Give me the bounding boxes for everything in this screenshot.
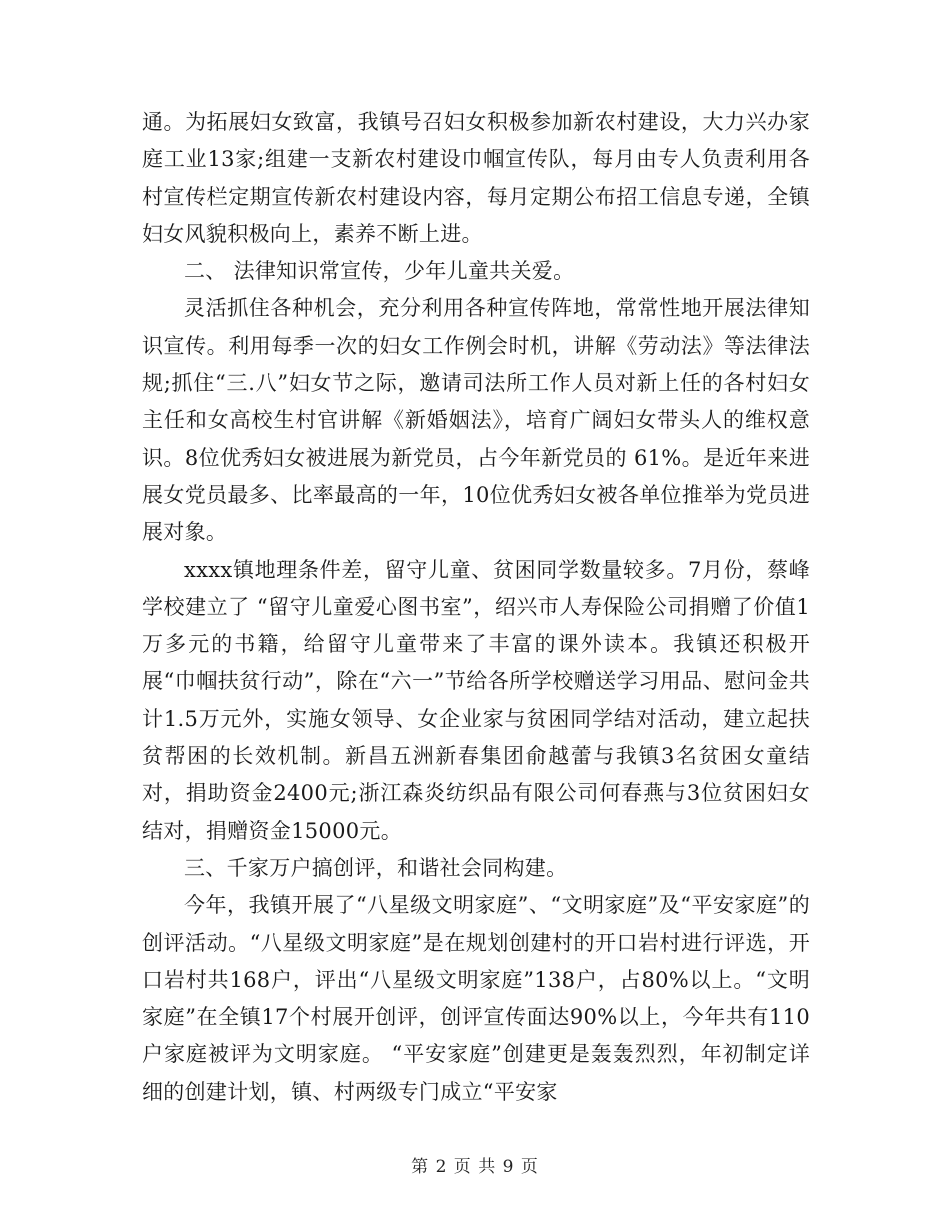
paragraph-family-evaluation: 今年，我镇开展了“八星级文明家庭”、“文明家庭”及“平安家庭”的创评活动。“八星级文明家庭”是在规划创建村的开口岩村进行评选，开口岩村共168户，评出“八星级文明家庭”138户，占80%以上。“文明家庭”在全镇17个村展开创评，创评宣传面达90%以上，今年共有110户家庭被评为文明家庭。 “平安家庭”创建更是轰轰烈烈，年初制定详细的创建计划，镇、村两级专门成立“平安家 [142, 893, 810, 1104]
paragraph-legal-education: 灵活抓住各种机会，充分利用各种宣传阵地，常常性地开展法律知识宣传。利用每季一次的妇女工作例会时机，讲解《劳动法》等法律法规;抓住“三.八”妇女节之际，邀请司法所工作人员对新上任的各村妇女主任和女高校生村官讲解《新婚姻法》，培育广阔妇女带头人的维权意识。8位优秀妇女被进展为新党员，占今年新党员的 61%。是近年来进展女党员最多、比率最高的一年，10位优秀妇女被各单位推举为党员进展对象。 [142, 296, 810, 545]
page-number-footer: 第 2 页 共 9 页 [411, 1157, 539, 1177]
section-heading-three: 三、千家万户搞创评，和谐社会同构建。 [184, 855, 568, 880]
section-heading-two: 二、 法律知识常宣传，少年儿童共关爱。 [184, 259, 575, 284]
document-body [142, 104, 810, 1111]
paragraph-child-care: xxxx镇地理条件差，留守儿童、贫困同学数量较多。7月份，蔡峰学校建立了 “留守儿童爱心图书室”，绍兴市人寿保险公司捐赠了价值1万多元的书籍，给留守儿童带来了丰富的课外读本。我镇还积极开展“巾帼扶贫行动”，除在“六一”节给各所学校赠送学习用品、慰问金共计1.5万元外，实施女领导、女企业家与贫困同学结对活动，建立起扶贫帮困的长效机制。新昌五洲新春集团俞越蕾与我镇3名贫困女童结对，捐助资金2400元;浙江森炎纺织品有限公司何春燕与3位贫困妇女结对，捐赠资金15000元。 [142, 557, 810, 843]
paragraph-continuation: 通。为拓展妇女致富，我镇号召妇女积极参加新农村建设，大力兴办家庭工业13家;组建一支新农村建设巾帼宣传队，每月由专人负责利用各村宣传栏定期宣传新农村建设内容，每月定期公布招工信息专递，全镇妇女风貌积极向上，素养不断上进。 [142, 110, 810, 246]
